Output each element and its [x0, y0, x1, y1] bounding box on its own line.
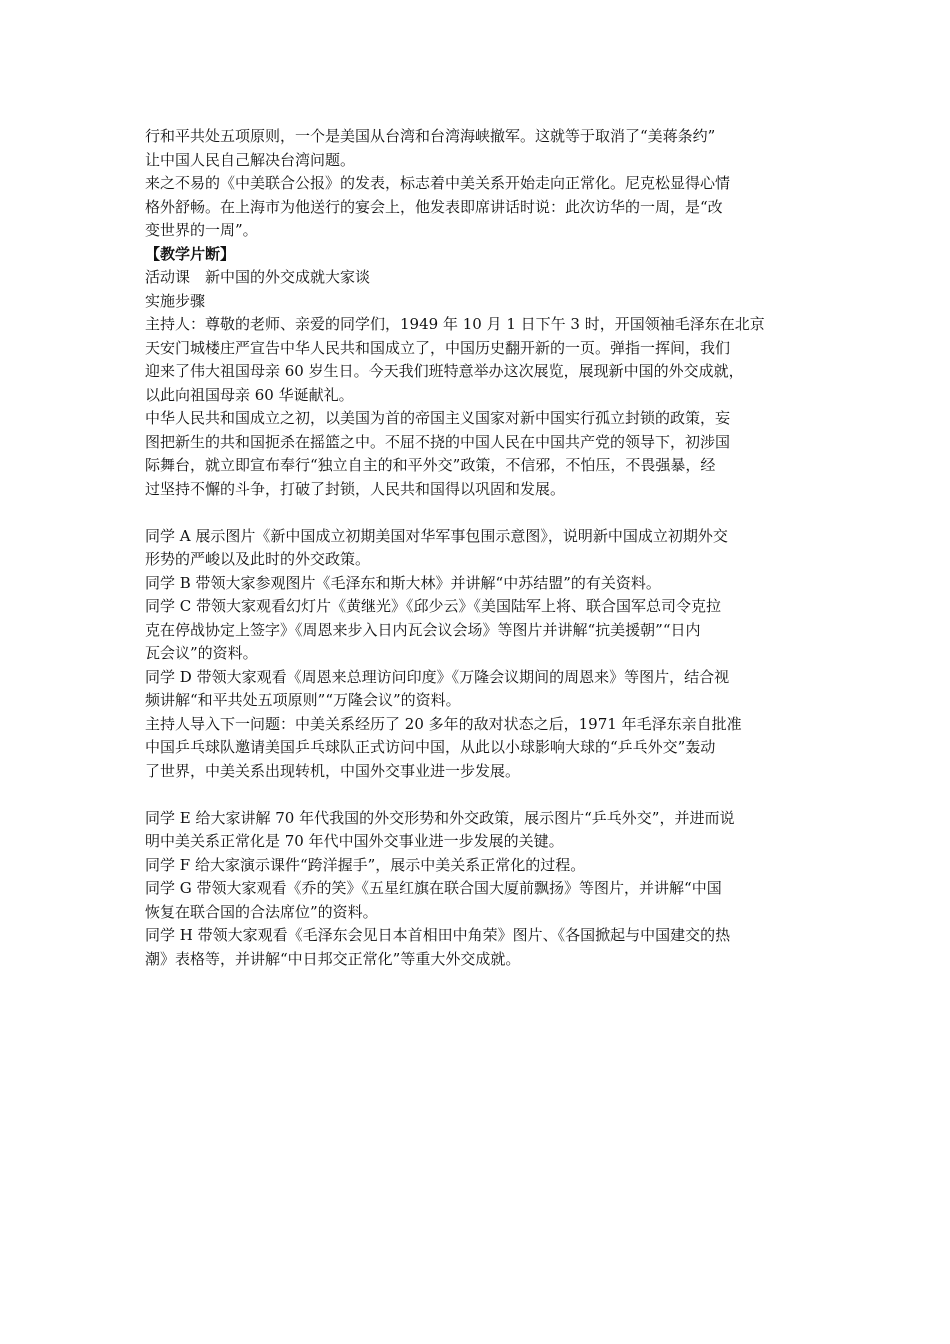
paragraph	[145, 525, 810, 572]
paragraph	[145, 407, 810, 501]
text-line: 克在停战协定上签字》《周恩来步入日内瓦会议会场》等图片并讲解“抗美援朝”“日内	[145, 620, 701, 639]
text-line: 让中国人民自己解决台湾问题。	[145, 150, 356, 169]
blank-line	[145, 501, 810, 525]
paragraph	[145, 666, 810, 713]
paragraph	[145, 313, 810, 407]
text-line: 瓦会议”的资料。	[145, 644, 258, 662]
paragraph	[145, 172, 810, 243]
text-line: 主持人：尊敬的老师、亲爱的同学们，1949 年 10 月 1 日下午 3 时，开国领袖毛泽东在北京	[145, 315, 765, 333]
paragraph	[145, 572, 810, 596]
text-line: 形势的严峻以及此时的外交政策。	[145, 550, 371, 568]
paragraph	[145, 125, 810, 172]
text-line: 频讲解“和平共处五项原则”“万隆会议”的资料。	[145, 691, 461, 709]
paragraph	[145, 713, 810, 784]
text-line: 明中美关系正常化是 70 年代中国外交事业进一步发展的关键。	[145, 832, 564, 850]
text-line: 同学 B 带领大家参观图片《毛泽东和斯大林》并讲解“中苏结盟”的有关资料。	[145, 573, 661, 592]
paragraph	[145, 854, 810, 878]
paragraph	[145, 924, 810, 971]
text-line: 了世界，中美关系出现转机，中国外交事业进一步发展。	[145, 761, 521, 780]
text-line: 同学 D 带领大家观看《周恩来总理访问印度》《万隆会议期间的周恩来》等图片，结合视	[145, 667, 730, 686]
text-line: 图把新生的共和国扼杀在摇篮之中。不屈不挠的中国人民在中国共产党的领导下，初涉国	[145, 432, 731, 451]
text-line: 同学 F 给大家演示课件“跨洋握手”，展示中美关系正常化的过程。	[145, 855, 586, 874]
text-line: 【教学片断】	[145, 244, 236, 263]
text-line: 变世界的一周”。	[145, 221, 258, 239]
text-line: 同学 G 带领大家观看《乔的笑》《五星红旗在联合国大厦前飘扬》等图片，并讲解“中国	[145, 879, 722, 897]
text-line: 潮》表格等，并讲解“中日邦交正常化”等重大外交成就。	[145, 949, 521, 968]
text-line: 实施步骤	[145, 291, 206, 310]
text-line: 天安门城楼庄严宣告中华人民共和国成立了，中国历史翻开新的一页。弹指一挥间，我们	[145, 338, 731, 357]
text-line: 同学 E 给大家讲解 70 年代我国的外交形势和外交政策，展示图片“乒乓外交”，并进而说	[145, 808, 735, 827]
text-line: 中华人民共和国成立之初，以美国为首的帝国主义国家对新中国实行孤立封锁的政策，妄	[145, 409, 731, 427]
text-line: 以此向祖国母亲 60 华诞献礼。	[145, 385, 354, 404]
blank-line	[145, 783, 810, 807]
text-line: 际舞台，就立即宣布奉行“独立自主的和平外交”政策，不信邪，不怕压，不畏强暴，经	[145, 456, 716, 474]
paragraph	[145, 807, 810, 854]
text-line: 过坚持不懈的斗争，打破了封锁，人民共和国得以巩固和发展。	[145, 479, 566, 498]
document-body	[145, 125, 810, 971]
text-line: 主持人导入下一问题：中美关系经历了 20 多年的敌对状态之后，1971 年毛泽东亲自批准	[145, 714, 742, 733]
text-line: 格外舒畅。在上海市为他送行的宴会上，他发表即席讲话时说：此次访华的一周，是“改	[145, 197, 723, 216]
text-line: 同学 C 带领大家观看幻灯片《黄继光》《邱少云》《美国陆军上将、联合国军总司令克拉	[145, 597, 722, 615]
text-line: 同学 H 带领大家观看《毛泽东会见日本首相田中角荣》图片、《各国掀起与中国建交的热	[145, 926, 731, 944]
text-line: 同学 A 展示图片《新中国成立初期美国对华军事包围示意图》，说明新中国成立初期外交	[145, 526, 728, 545]
section-heading	[145, 243, 810, 267]
text-line: 活动课 新中国的外交成就大家谈	[145, 268, 371, 286]
paragraph	[145, 290, 810, 314]
text-line: 恢复在联合国的合法席位”的资料。	[145, 902, 378, 921]
paragraph	[145, 595, 810, 666]
text-line: 迎来了伟大祖国母亲 60 岁生日。今天我们班特意举办这次展览，展现新中国的外交成就，	[145, 362, 744, 380]
text-line: 行和平共处五项原则，一个是美国从台湾和台湾海峡撤军。这就等于取消了“美蒋条约”	[145, 127, 716, 145]
paragraph	[145, 266, 810, 290]
paragraph	[145, 877, 810, 924]
text-line: 来之不易的《中美联合公报》的发表，标志着中美关系开始走向正常化。尼克松显得心情	[145, 174, 731, 192]
text-line: 中国乒乓球队邀请美国乒乓球队正式访问中国，从此以小球影响大球的“乒乓外交”轰动	[145, 738, 716, 756]
